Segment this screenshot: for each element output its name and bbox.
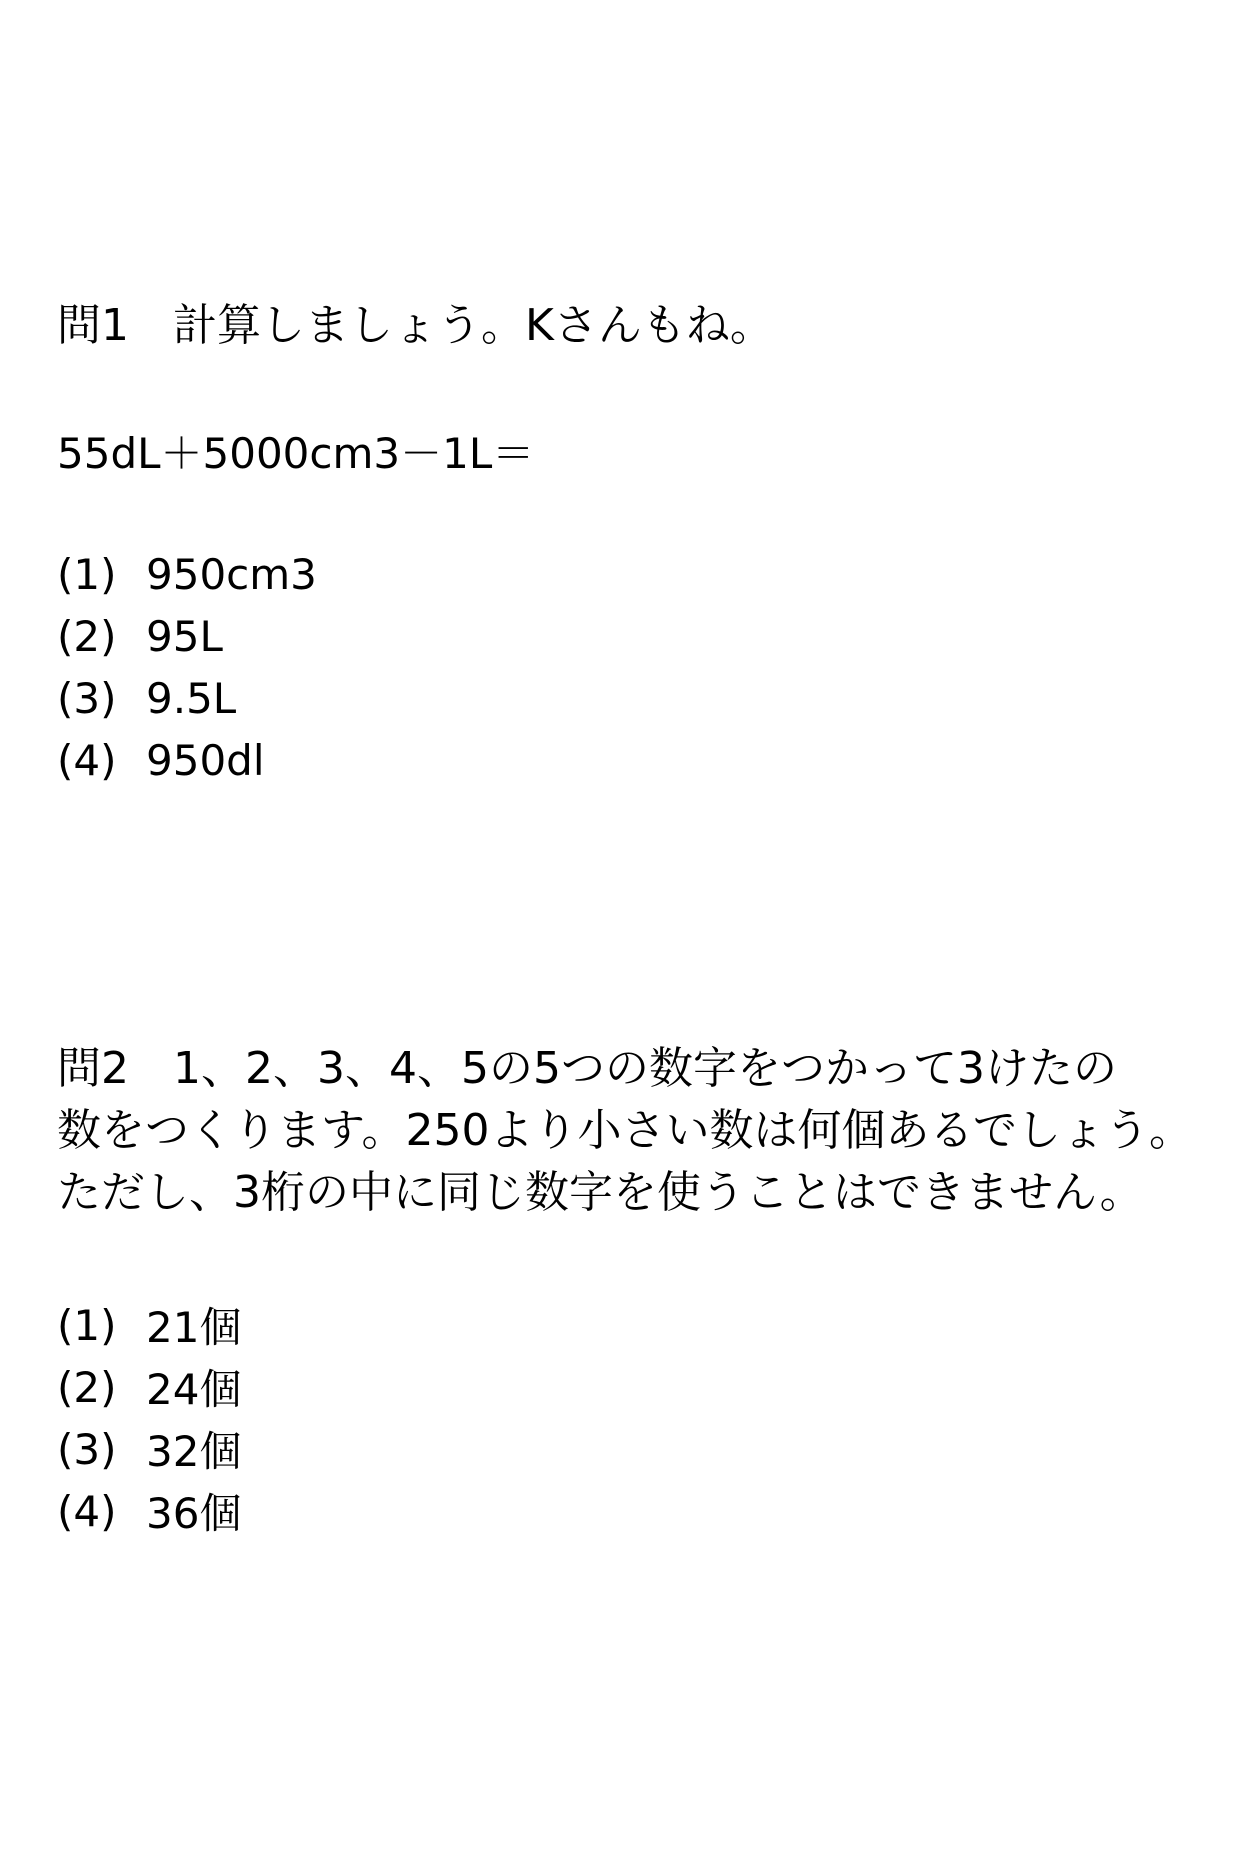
question-1-choice-2 — [57, 605, 317, 667]
question-2-choice-3 — [57, 1418, 241, 1480]
choice-text: 95L — [146, 611, 223, 661]
question-2-line-1: 問2 1、2、3、4、5の5つの数字をつかって3けたの — [57, 1043, 1117, 1094]
question-1-choice-1 — [57, 543, 317, 605]
question-1-expression: 55dL＋5000cm3－1L＝ — [57, 429, 535, 478]
choice-text: 950cm3 — [146, 549, 317, 599]
choice-number: (1) — [57, 1300, 117, 1350]
question-1-title: 問1 計算しましょう。Kさんもね。 — [57, 300, 774, 351]
question-1-choice-3 — [57, 667, 317, 729]
question-2-choices — [57, 1294, 241, 1542]
question-2-choice-1 — [57, 1294, 241, 1356]
question-2-line-2: 数をつくります。250より小さい数は何個あるでしょう。 — [57, 1105, 1194, 1156]
question-2-choice-2 — [57, 1356, 241, 1418]
question-1-choice-4 — [57, 729, 317, 791]
choice-text: 950dl — [146, 735, 265, 785]
choice-text: 9.5L — [146, 673, 237, 723]
choice-text: 21個 — [146, 1303, 242, 1352]
choice-text: 32個 — [146, 1427, 242, 1476]
choice-text: 24個 — [146, 1365, 242, 1414]
choice-number: (2) — [57, 1362, 117, 1412]
choice-number: (3) — [57, 1424, 117, 1474]
question-2-line-3: ただし、3桁の中に同じ数字を使うことはできません。 — [57, 1167, 1144, 1218]
choice-number: (1) — [57, 549, 117, 599]
question-2-choice-4 — [57, 1480, 241, 1542]
choice-number: (2) — [57, 611, 117, 661]
choice-number: (4) — [57, 1486, 117, 1536]
choice-number: (3) — [57, 673, 117, 723]
choice-number: (4) — [57, 735, 117, 785]
choice-text: 36個 — [146, 1489, 242, 1538]
question-1-choices — [57, 543, 317, 791]
question-2-text — [57, 1038, 1217, 1224]
